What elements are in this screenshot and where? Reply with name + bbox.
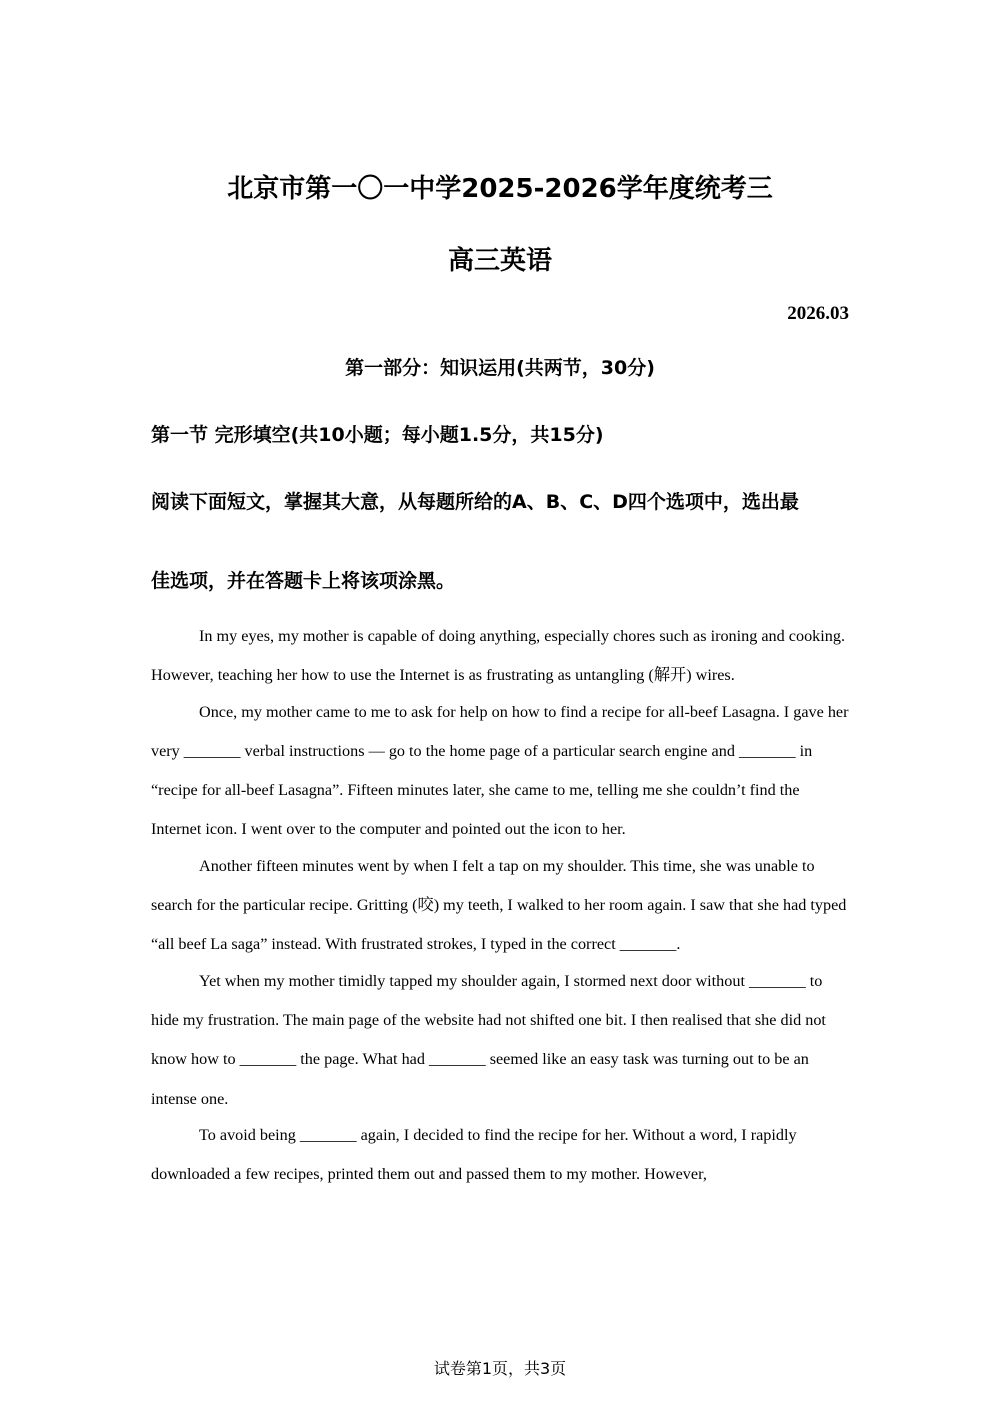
exam-title: 北京市第一〇一中学2025-2026学年度统考三 — [227, 174, 773, 204]
part-heading: 第一部分：知识运用(共两节，30分) — [345, 357, 655, 379]
cloze-passage — [151, 617, 851, 1195]
page-footer: 试卷第1页，共3页 — [433, 1359, 567, 1378]
exam-date: 2026.03 — [787, 303, 849, 324]
section-heading: 第一节 完形填空(共10小题；每小题1.5分，共15分) — [151, 424, 604, 446]
instruction-line: 阅读下面短文，掌握其大意，从每题所给的A、B、C、D四个选项中，选出最 — [151, 491, 799, 513]
subject-title: 高三英语 — [447, 246, 552, 276]
passage-paragraph: To avoid being _______ again, I decided to find the recipe for her. Without a word, I rapidly downloaded a few recipes, printed them out and passed them to my mother. However, — [151, 1126, 797, 1184]
instruction-line: 佳选项，并在答题卡上将该项涂黑。 — [151, 570, 456, 592]
passage-paragraph: In my eyes, my mother is capable of doing anything, especially chores such as ironing and cooking. However, teaching her how to use the Internet is as frustrating as untangling (解开) wires. — [151, 627, 845, 685]
passage-paragraph: Another fifteen minutes went by when I felt a tap on my shoulder. This time, she was unable to search for the particular recipe. Gritting (咬) my teeth, I walked to her room again. I saw that she had typed “all beef La saga” instead. With frustrated strokes, I typed in the correct _______. — [151, 857, 847, 954]
passage-paragraph: Yet when my mother timidly tapped my shoulder again, I stormed next door without _______ to hide my frustration. The main page of the website had not shifted one bit. I then realised that she did not know how to _______ the page. What had _______ seemed like an easy task was turning out to be an intense one. — [151, 972, 826, 1108]
passage-paragraph: Once, my mother came to me to ask for help on how to find a recipe for all-beef Lasagna. I gave her very _______ verbal instructions — go to the home page of a particular search engine and _______ in “recipe for all-beef Lasagna”. Fifteen minutes later, she came to me, telling me she couldn’t find the Internet icon. I went over to the computer and pointed out the icon to her. — [151, 702, 849, 839]
